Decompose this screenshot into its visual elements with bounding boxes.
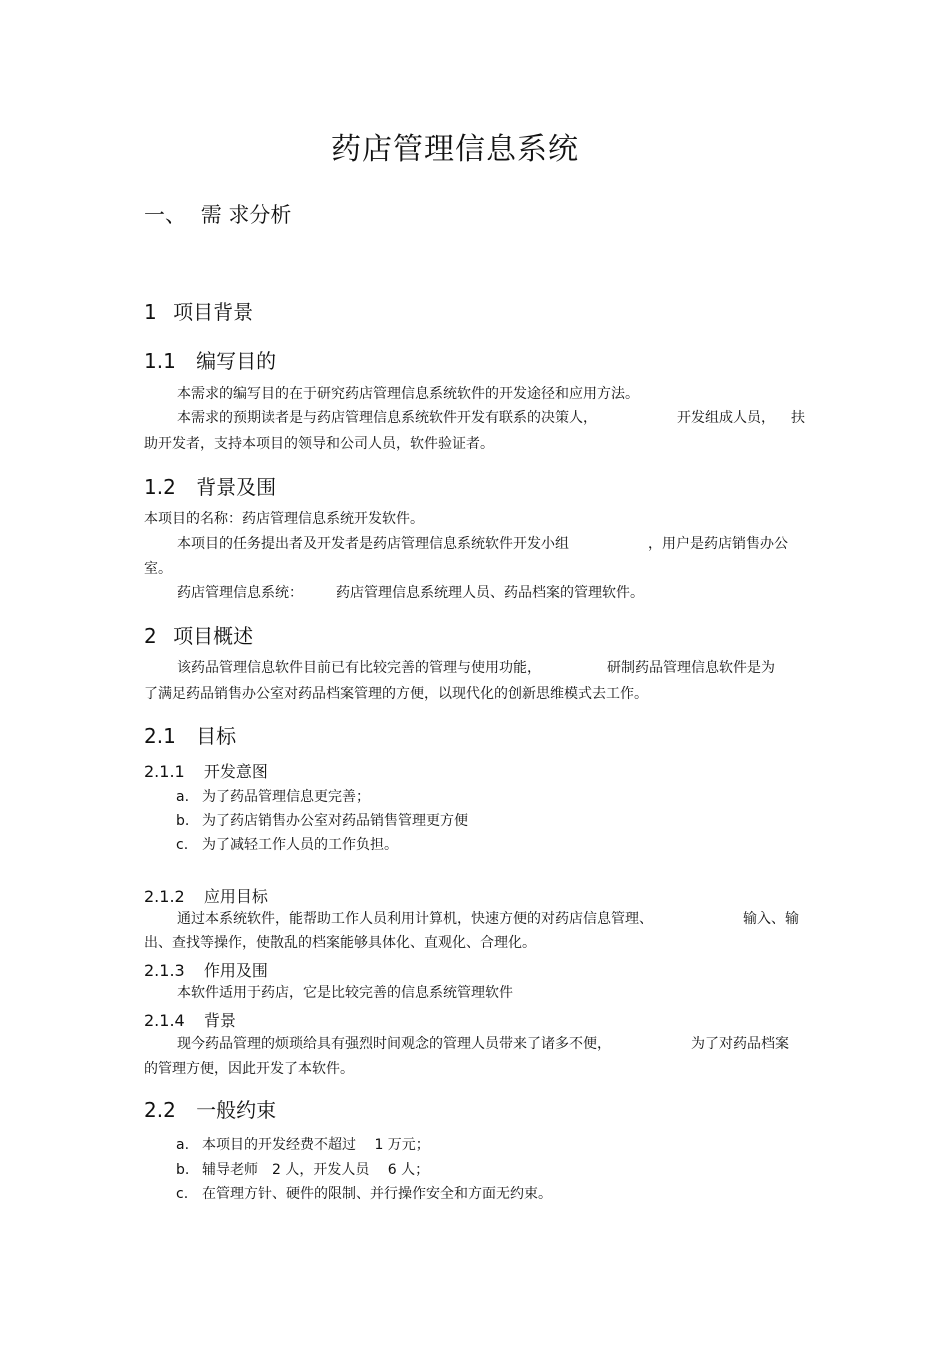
heading-project-background <box>144 296 253 325</box>
heading-title: 作用及围 <box>203 961 268 980</box>
heading-project-overview <box>144 620 253 649</box>
heading-number: 2.1.1 <box>144 762 185 781</box>
list-item <box>176 1183 552 1203</box>
list-text: 在管理方针、硬件的限制、并行操作安全和方面无约束。 <box>202 1186 552 1202</box>
heading-background <box>144 1008 236 1031</box>
heading-constraints <box>144 1094 276 1123</box>
list-item <box>176 1134 430 1154</box>
paragraph-line: 助开发者，支持本项目的领导和公司人员，软件验证者。 <box>144 436 494 452</box>
paragraph-fragment: 为了对药品档案 <box>691 1036 789 1052</box>
heading-title: 编写目的 <box>196 349 277 373</box>
paragraph-fragment: 输入、输 <box>743 911 799 927</box>
heading-title: 开发意图 <box>203 762 268 781</box>
heading-title: 项目概述 <box>173 624 254 648</box>
paragraph-line: 了满足药品销售办公室对药品档案管理的方便，以现代化的创新思维模式去工作。 <box>144 686 648 702</box>
heading-number: 1.1 <box>144 349 176 373</box>
section-title: 需 求分析 <box>200 203 292 227</box>
heading-number: 2 <box>144 624 157 648</box>
paragraph: 本软件适用于药店，它是比较完善的信息系统管理软件 <box>177 985 513 1001</box>
paragraph-line: 本需求的预期读者是与药店管理信息系统软件开发有联系的决策人， <box>177 410 597 426</box>
list-item <box>176 834 398 854</box>
paragraph-line: 通过本系统软件，能帮助工作人员利用计算机，快速方便的对药店信息管理、 <box>177 911 653 927</box>
list-marker: b. <box>176 1162 190 1178</box>
paragraph: 本需求的编写目的在于研究药店管理信息系统软件的开发途径和应用方法。 <box>177 386 639 402</box>
heading-number: 2.1.3 <box>144 961 185 980</box>
paragraph-line: 出、查找等操作，使散乱的档案能够具体化、直观化、合理化。 <box>144 935 536 951</box>
list-marker: a. <box>176 1137 190 1153</box>
heading-title: 背景及围 <box>196 475 277 499</box>
paragraph-line: 药店管理信息系统： <box>177 585 303 601</box>
list-marker: a. <box>176 789 190 805</box>
document-title: 药店管理信息系统 <box>331 132 579 167</box>
heading-title: 项目背景 <box>173 300 254 324</box>
paragraph-line: 室。 <box>144 561 172 577</box>
list-text: 为了药品管理信息更完善； <box>202 789 370 805</box>
list-marker: c. <box>176 837 189 853</box>
paragraph-line: 的管理方便，因此开发了本软件。 <box>144 1061 354 1077</box>
list-text: 为了药店销售办公室对药品销售管理更方便 <box>202 813 468 829</box>
paragraph-fragment: 开发组成人员， <box>677 410 775 426</box>
heading-number: 2.1.2 <box>144 887 185 906</box>
heading-dev-intent <box>144 759 268 782</box>
heading-number: 1 <box>144 300 157 324</box>
heading-title: 目标 <box>196 724 237 748</box>
list-marker: b. <box>176 813 190 829</box>
section-number: 一、 <box>144 203 186 227</box>
heading-title: 一般约束 <box>196 1098 277 1122</box>
list-text: 辅导老师 2 人，开发人员 6 人； <box>202 1162 430 1178</box>
heading-number: 2.1 <box>144 724 176 748</box>
heading-title: 应用目标 <box>203 887 268 906</box>
paragraph-fragment: 扶 <box>791 410 805 426</box>
paragraph-fragment: ，用户是药店销售办公 <box>648 536 788 552</box>
section-heading-1 <box>144 199 291 229</box>
heading-scope <box>144 471 276 500</box>
heading-title: 背景 <box>203 1011 236 1030</box>
paragraph-line: 本项目的任务提出者及开发者是药店管理信息系统软件开发小组 <box>177 536 569 552</box>
list-item <box>176 1159 429 1179</box>
heading-app-goals <box>144 884 268 907</box>
paragraph-line: 现今药品管理的烦琐给具有强烈时间观念的管理人员带来了诸多不便， <box>177 1036 611 1052</box>
paragraph-fragment: 药店管理信息系统理人员、药品档案的管理软件。 <box>336 585 644 601</box>
list-marker: c. <box>176 1186 189 1202</box>
paragraph: 本项目的名称：药店管理信息系统开发软件。 <box>144 511 424 527</box>
heading-number: 2.1.4 <box>144 1011 185 1030</box>
paragraph-line: 该药品管理信息软件目前已有比较完善的管理与使用功能， <box>177 660 541 676</box>
heading-usage-scope <box>144 958 268 981</box>
heading-goals <box>144 720 236 749</box>
heading-number: 1.2 <box>144 475 176 499</box>
heading-purpose <box>144 345 276 374</box>
list-text: 本项目的开发经费不超过 1 万元； <box>202 1137 430 1153</box>
heading-number: 2.2 <box>144 1098 176 1122</box>
paragraph-fragment: 研制药品管理信息软件是为 <box>607 660 775 676</box>
list-text: 为了减轻工作人员的工作负担。 <box>202 837 398 853</box>
list-item <box>176 786 370 806</box>
list-item <box>176 810 468 830</box>
